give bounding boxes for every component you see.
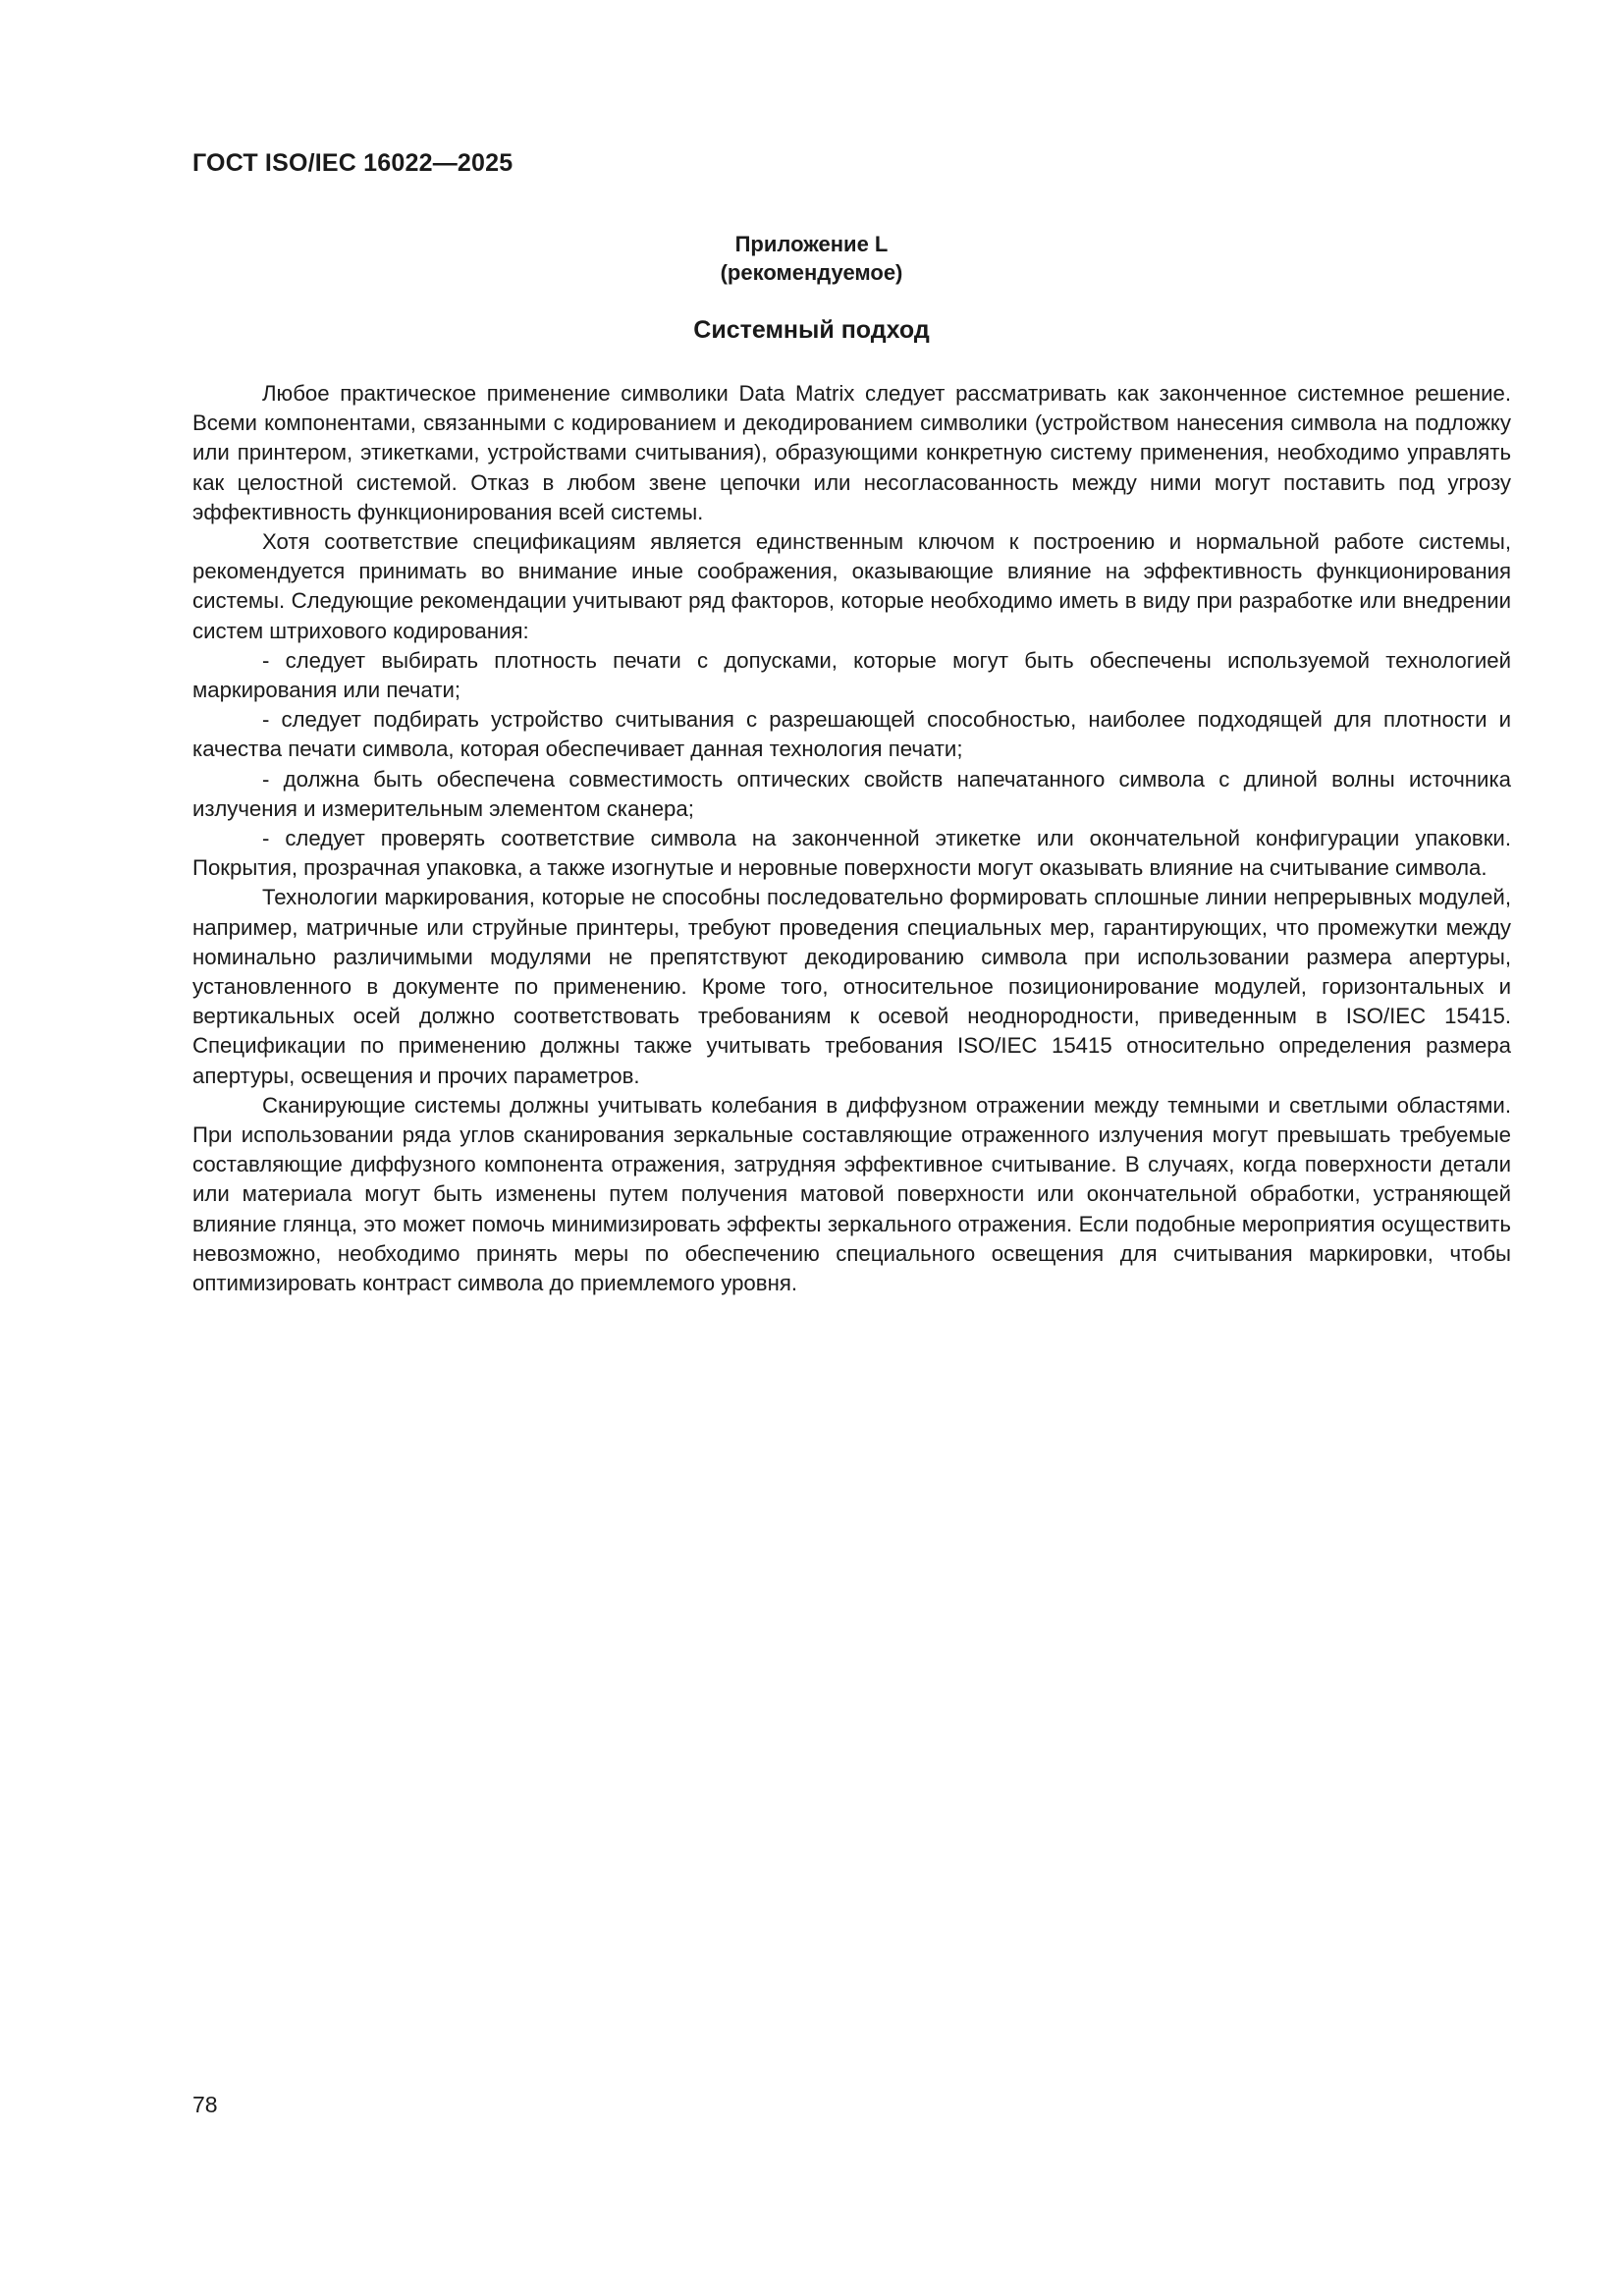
paragraph: Технологии маркирования, которые не способны последовательно формировать сплошные линии непрерывных модулей, например, матричные или струйные принтеры, требуют проведения специальных мер, гарантирующих, что промежутки между номинально различимыми модулями не препятствуют декодированию символа при использовании размера апертуры, установленного в документе по применению. Кроме того, относительное позиционирование модулей, горизонтальных и вертикальных осей должно соответствовать требованиям к осевой неоднородности, приведенным в ISO/IEC 15415. Спецификации по применению должны также учитывать требования ISO/IEC 15415 относительно определения размера апертуры, освещения и прочих параметров. — [192, 885, 1511, 1088]
list-item: - следует подбирать устройство считывания с разрешающей способностью, наиболее подходящей для плотности и качества печати символа, которая обеспечивает данная технология печати; — [192, 707, 1511, 762]
document-header: ГОСТ ISO/IEC 16022—2025 — [192, 149, 514, 177]
paragraph: Любое практическое применение символики Data Matrix следует рассматривать как законченное системное решение. Всеми компонентами, связанными с кодированием и декодированием символики (устройством нанесения символа на подложку или принтером, этикетками, устройствами считывания), образующими конкретную систему применения, необходимо управлять как целостной системой. Отказ в любом звене цепочки или несогласованность между ними могут поставить под угрозу эффективность функционирования всей системы. — [192, 381, 1511, 524]
paragraph: Сканирующие системы должны учитывать колебания в диффузном отражении между темными и светлыми областями. При использовании ряда углов сканирования зеркальные составляющие отраженного излучения могут превышать требуемые составляющие диффузного компонента отражения, затрудняя эффективное считывание. В случаях, когда поверхности детали или материала могут быть изменены путем получения матовой поверхности или окончательной обработки, устраняющей влияние глянца, это может помочь минимизировать эффекты зеркального отражения. Если подобные мероприятия осуществить невозможно, необходимо принять меры по обеспечению специального освещения для считывания маркировки, чтобы оптимизировать контраст символа до приемлемого уровня. — [192, 1092, 1511, 1296]
paragraph: Хотя соответствие спецификациям является единственным ключом к построению и нормальной работе системы, рекомендуется принимать во внимание иные соображения, оказывающие влияние на эффективность функционирования системы. Следующие рекомендации учитывают ряд факторов, которые необходимо иметь в виду при разработке или внедрении систем штрихового кодирования: — [192, 529, 1511, 643]
annex-status: (рекомендуемое) — [720, 260, 903, 285]
annex-heading — [0, 230, 1623, 287]
list-item: - должна быть обеспечена совместимость оптических свойств напечатанного символа с длиной волны источника излучения и измерительным элементом сканера; — [192, 766, 1511, 821]
section-title: Системный подход — [693, 316, 930, 344]
page-number: 78 — [192, 2092, 218, 2117]
list-item: - следует выбирать плотность печати с допусками, которые могут быть обеспечены используемой технологией маркирования или печати; — [192, 647, 1511, 703]
body-text — [192, 379, 1511, 1298]
list-item: - следует проверять соответствие символа на законченной этикетке или окончательной конфигурации упаковки. Покрытия, прозрачная упаковка, а также изогнутые и неровные поверхности могут оказывать влияние на считывание символа. — [192, 826, 1511, 881]
annex-title: Приложение L — [734, 232, 889, 256]
